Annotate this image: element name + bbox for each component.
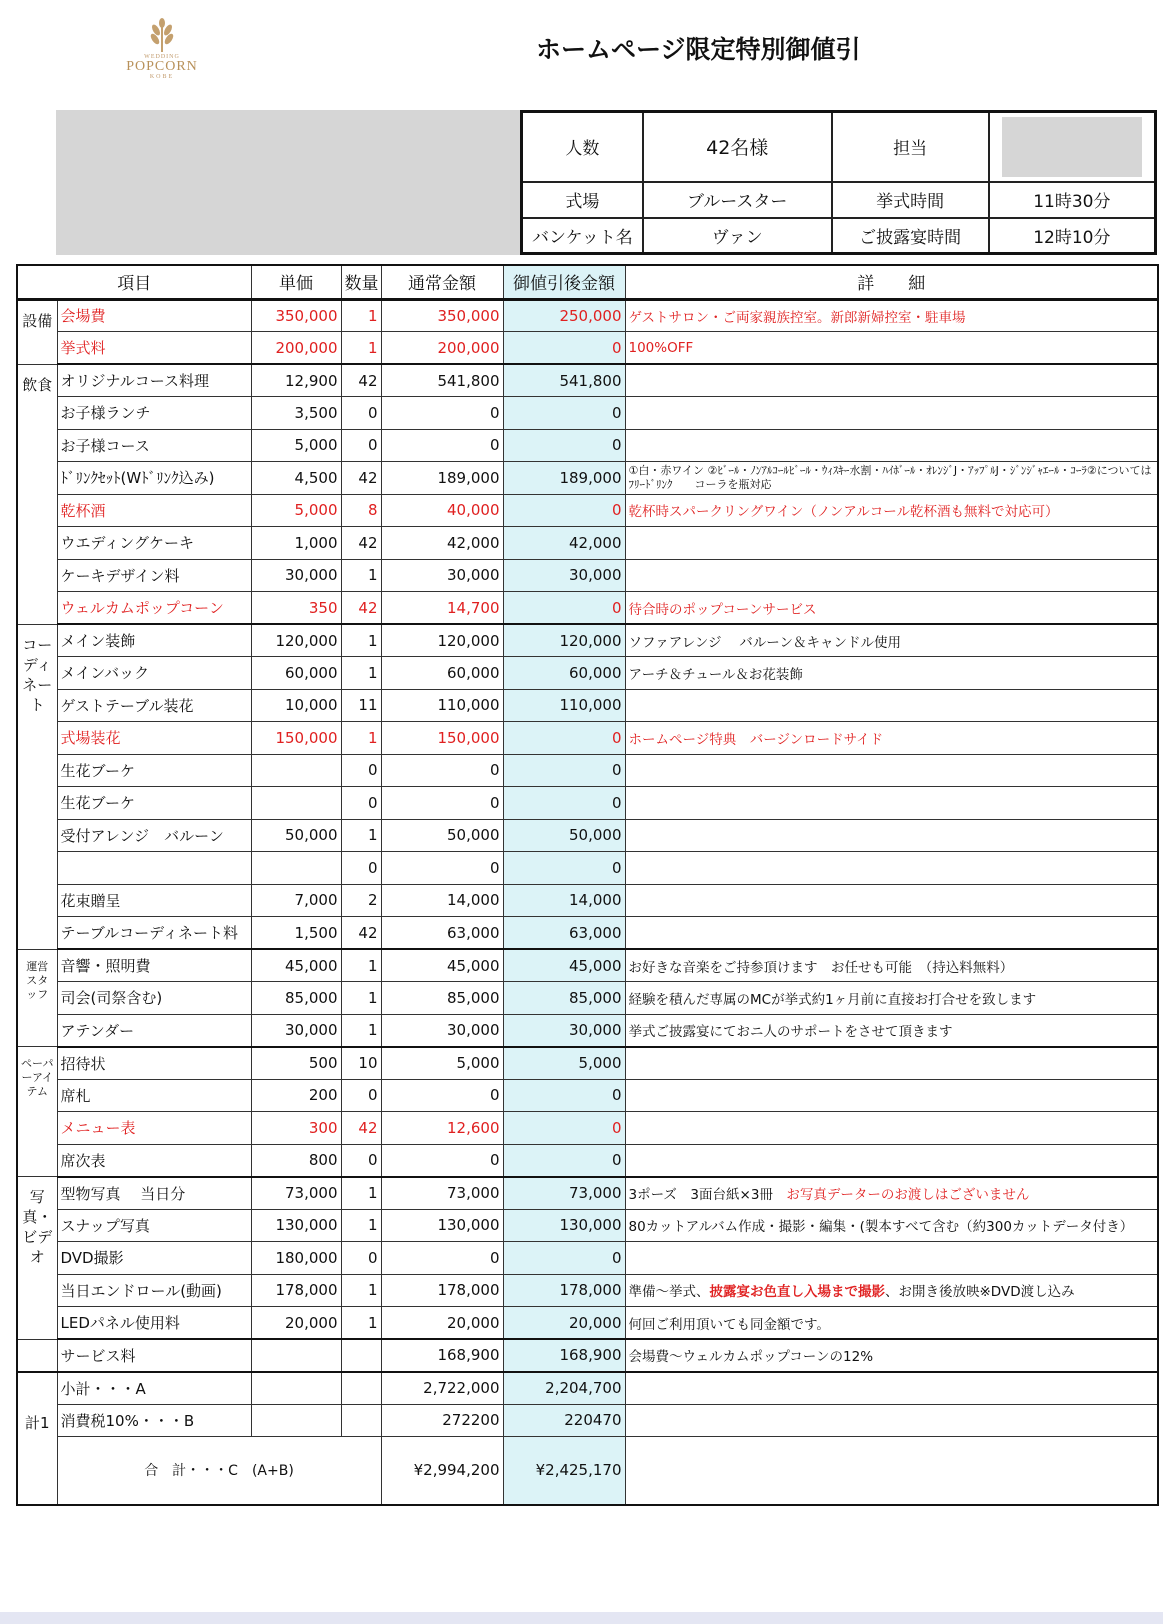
qty: 10 [341, 1047, 381, 1080]
detail-cell [625, 397, 1158, 430]
item-name: 招待状 [57, 1047, 251, 1080]
qty: 1 [341, 982, 381, 1015]
detail-cell [625, 1047, 1158, 1080]
discounted-amount: 85,000 [503, 982, 625, 1015]
unit-price: 30,000 [251, 559, 341, 592]
detail-cell [625, 1177, 1158, 1210]
table-row [17, 787, 1158, 820]
discounted-amount: 541,800 [503, 364, 625, 397]
qty: 1 [341, 1209, 381, 1242]
normal-amount: 168,900 [381, 1339, 503, 1372]
logo-popcorn-text: POPCORN [126, 59, 198, 74]
detail-cell [625, 1144, 1158, 1177]
detail-cell [625, 852, 1158, 885]
unit-price: 5,000 [251, 494, 341, 527]
detail-cell [625, 1242, 1158, 1275]
unit-price: 3,500 [251, 397, 341, 430]
qty [341, 1339, 381, 1372]
detail-cell [625, 917, 1158, 950]
detail-cell [625, 1079, 1158, 1112]
total-category-cell: 計1 [17, 1372, 57, 1505]
table-row [17, 884, 1158, 917]
qty [341, 1372, 381, 1405]
qty: 0 [341, 852, 381, 885]
discounted-amount: 45,000 [503, 949, 625, 982]
item-name: 受付アレンジ バルーン [57, 819, 251, 852]
detail-cell [625, 559, 1158, 592]
item-name: お子様ランチ [57, 397, 251, 430]
qty: 42 [341, 917, 381, 950]
table-row [17, 722, 1158, 755]
unit-price: 4,500 [251, 462, 341, 495]
detail-cell: アーチ＆チュール＆お花装飾 [625, 657, 1158, 690]
subtotal-discounted: 2,204,700 [503, 1372, 625, 1405]
unit-price: 120,000 [251, 624, 341, 657]
discounted-amount: 0 [503, 1242, 625, 1275]
banquet-value: ヴァン [643, 218, 832, 254]
header-row [17, 265, 1158, 299]
table-row [17, 1144, 1158, 1177]
unit-price: 800 [251, 1144, 341, 1177]
popcorn-logo [118, 18, 206, 98]
table-row [17, 1112, 1158, 1145]
item-name: ゲストテーブル装花 [57, 689, 251, 722]
detail-cell: 何回ご利用頂いても同金額です。 [625, 1307, 1158, 1340]
item-name: サービス料 [57, 1339, 251, 1372]
discounted-amount: 120,000 [503, 624, 625, 657]
unit-price: 7,000 [251, 884, 341, 917]
detail-cell: お好きな音楽をご持参頂けます お任せも可能 （持込料無料） [625, 949, 1158, 982]
table-row [17, 559, 1158, 592]
subtotal-label: 小計・・・A [57, 1372, 251, 1405]
category-cell: 運営スタッフ [17, 949, 57, 1047]
normal-amount: 50,000 [381, 819, 503, 852]
normal-amount: 0 [381, 1079, 503, 1112]
qty: 0 [341, 429, 381, 462]
table-row [17, 299, 1158, 332]
discounted-amount: 0 [503, 592, 625, 625]
item-name [57, 852, 251, 885]
detail-text: 準備～挙式、 [628, 1284, 710, 1301]
category-cell: 写真・ビデオ [17, 1177, 57, 1340]
table-row [17, 332, 1158, 365]
normal-amount: 0 [381, 852, 503, 885]
category-cell: ペーパーアイテム [17, 1047, 57, 1177]
qty: 11 [341, 689, 381, 722]
table-row [17, 754, 1158, 787]
guests-value: 42名様 [643, 112, 832, 182]
table-row [17, 429, 1158, 462]
discounted-amount: 0 [503, 397, 625, 430]
table-row [17, 1014, 1158, 1047]
qty: 0 [341, 397, 381, 430]
item-name: 乾杯酒 [57, 494, 251, 527]
discounted-amount: 250,000 [503, 299, 625, 332]
detail-cell [625, 754, 1158, 787]
subtotal-normal: 2,722,000 [381, 1372, 503, 1405]
detail-text-red: 披露宴お色直し入場まで撮影 [709, 1284, 885, 1301]
item-name: メインバック [57, 657, 251, 690]
info-table [520, 110, 1157, 255]
unit-price [251, 1372, 341, 1405]
tax-label: 消費税10%・・・B [57, 1404, 251, 1437]
unit-price: 1,500 [251, 917, 341, 950]
table-row [17, 982, 1158, 1015]
qty: 1 [341, 1274, 381, 1307]
grand-total-label: 合 計・・・C (A+B) [57, 1437, 381, 1505]
wheat-logo-icon [142, 18, 182, 54]
qty: 1 [341, 299, 381, 332]
category-cell [17, 1339, 57, 1372]
unit-price: 10,000 [251, 689, 341, 722]
discounted-amount: 0 [503, 332, 625, 365]
normal-amount: 20,000 [381, 1307, 503, 1340]
staff-value [989, 112, 1156, 182]
reception-time-value: 12時10分 [989, 218, 1156, 254]
detail-cell [625, 689, 1158, 722]
unit-price: 350 [251, 592, 341, 625]
normal-amount: 85,000 [381, 982, 503, 1015]
discounted-amount: 20,000 [503, 1307, 625, 1340]
normal-amount: 63,000 [381, 917, 503, 950]
unit-price: 150,000 [251, 722, 341, 755]
detail-cell: 会場費～ウェルカムポップコーンの12% [625, 1339, 1158, 1372]
item-name: 挙式料 [57, 332, 251, 365]
discounted-amount: 60,000 [503, 657, 625, 690]
item-name: アテンダー [57, 1014, 251, 1047]
unit-price: 500 [251, 1047, 341, 1080]
venue-value: ブルースター [643, 182, 832, 218]
detail-cell [625, 787, 1158, 820]
discounted-amount: 30,000 [503, 559, 625, 592]
table-row [17, 397, 1158, 430]
discounted-amount: 0 [503, 494, 625, 527]
header-detail: 詳 細 [625, 265, 1158, 299]
detail-cell [625, 1404, 1158, 1437]
item-name: 生花ブーケ [57, 754, 251, 787]
table-row [17, 1047, 1158, 1080]
unit-price: 200 [251, 1079, 341, 1112]
unit-price: 45,000 [251, 949, 341, 982]
item-name: LEDパネル使用料 [57, 1307, 251, 1340]
page-title: ホームページ限定特別御値引 [536, 35, 861, 64]
unit-price: 5,000 [251, 429, 341, 462]
tax-row [17, 1404, 1158, 1437]
detail-cell: ゲストサロン・ご両家親族控室。新郎新婦控室・駐車場 [625, 299, 1158, 332]
qty: 1 [341, 1307, 381, 1340]
detail-cell: ①白・赤ワイン ②ﾋﾞｰﾙ・ﾉﾝｱﾙｺｰﾙﾋﾞｰﾙ・ｳｨｽｷｰ水割・ﾊｲﾎﾞｰﾙ・ｵﾚﾝｼﾞJ・ｱｯﾌﾟﾙJ・ｼﾞﾝｼﾞｬｴｰﾙ・ｺｰﾗ②についてはﾌﾘｰﾄﾞﾘﾝｸ コーラを瓶対応 [625, 462, 1158, 495]
unit-price: 30,000 [251, 1014, 341, 1047]
normal-amount: 541,800 [381, 364, 503, 397]
header-item: 項目 [17, 265, 251, 299]
table-row [17, 364, 1158, 397]
discounted-amount: 73,000 [503, 1177, 625, 1210]
qty: 1 [341, 624, 381, 657]
staff-label: 担当 [832, 112, 989, 182]
item-name: DVD撮影 [57, 1242, 251, 1275]
discounted-amount: 189,000 [503, 462, 625, 495]
table-row [17, 1209, 1158, 1242]
item-name: スナップ写真 [57, 1209, 251, 1242]
item-name: お子様コース [57, 429, 251, 462]
detail-cell [625, 1112, 1158, 1145]
qty: 1 [341, 1177, 381, 1210]
logo-kobe-text: KOBE [149, 74, 175, 80]
ceremony-time-value: 11時30分 [989, 182, 1156, 218]
header-normal: 通常金額 [381, 265, 503, 299]
item-name: ウエディングケーキ [57, 527, 251, 560]
table-row [17, 657, 1158, 690]
detail-text: 3ポーズ 3面台紙×3冊 [628, 1187, 787, 1203]
unit-price: 20,000 [251, 1307, 341, 1340]
normal-amount: 350,000 [381, 299, 503, 332]
discounted-amount: 0 [503, 429, 625, 462]
unit-price: 12,900 [251, 364, 341, 397]
normal-amount: 40,000 [381, 494, 503, 527]
unit-price [251, 754, 341, 787]
unit-price [251, 1339, 341, 1372]
item-name: 司会(司祭含む) [57, 982, 251, 1015]
discounted-amount: 5,000 [503, 1047, 625, 1080]
detail-cell [625, 1372, 1158, 1405]
grand-total-normal: ¥2,994,200 [381, 1437, 503, 1505]
service-row [17, 1339, 1158, 1372]
table-row [17, 917, 1158, 950]
qty: 1 [341, 949, 381, 982]
normal-amount: 178,000 [381, 1274, 503, 1307]
qty: 0 [341, 754, 381, 787]
table-row [17, 1274, 1158, 1307]
unit-price [251, 1404, 341, 1437]
detail-cell [625, 527, 1158, 560]
grand-total-discounted: ¥2,425,170 [503, 1437, 625, 1505]
table-row [17, 1307, 1158, 1340]
item-name: ﾄﾞﾘﾝｸｾｯﾄ(Wﾄﾞﾘﾝｸ込み) [57, 462, 251, 495]
empty-cell [625, 1437, 1158, 1505]
bottom-strip [0, 1612, 1163, 1624]
normal-amount: 130,000 [381, 1209, 503, 1242]
discounted-amount: 0 [503, 1079, 625, 1112]
normal-amount: 150,000 [381, 722, 503, 755]
detail-cell [625, 429, 1158, 462]
redacted-staff [1002, 117, 1142, 177]
category-cell: 飲食 [17, 364, 57, 624]
normal-amount: 0 [381, 397, 503, 430]
normal-amount: 200,000 [381, 332, 503, 365]
redacted-block [56, 110, 522, 255]
qty: 42 [341, 462, 381, 495]
guests-label: 人数 [522, 112, 643, 182]
detail-cell [625, 1274, 1158, 1307]
ceremony-time-label: 挙式時間 [832, 182, 989, 218]
discounted-amount: 130,000 [503, 1209, 625, 1242]
qty: 42 [341, 364, 381, 397]
discounted-amount: 178,000 [503, 1274, 625, 1307]
qty: 42 [341, 527, 381, 560]
normal-amount: 110,000 [381, 689, 503, 722]
normal-amount: 189,000 [381, 462, 503, 495]
normal-amount: 0 [381, 429, 503, 462]
unit-price: 73,000 [251, 1177, 341, 1210]
normal-amount: 0 [381, 1242, 503, 1275]
reception-time-label: ご披露宴時間 [832, 218, 989, 254]
discounted-amount: 30,000 [503, 1014, 625, 1047]
qty: 0 [341, 1079, 381, 1112]
table-row [17, 819, 1158, 852]
normal-amount: 73,000 [381, 1177, 503, 1210]
discounted-amount: 110,000 [503, 689, 625, 722]
grand-total-row [17, 1437, 1158, 1505]
discounted-amount: 0 [503, 852, 625, 885]
item-name: 音響・照明費 [57, 949, 251, 982]
estimate-table [16, 264, 1159, 1506]
item-name: 会場費 [57, 299, 251, 332]
detail-text-red: お写真データーのお渡しはございません [786, 1187, 1030, 1203]
banquet-label: バンケット名 [522, 218, 643, 254]
item-name: ウェルカムポップコーン [57, 592, 251, 625]
item-name: 当日エンドロール(動画) [57, 1274, 251, 1307]
item-name: 式場装花 [57, 722, 251, 755]
table-row [17, 1079, 1158, 1112]
logo-wedding-text: WEDDING [144, 54, 180, 60]
table-row [17, 462, 1158, 495]
qty: 0 [341, 787, 381, 820]
qty: 1 [341, 559, 381, 592]
normal-amount: 14,700 [381, 592, 503, 625]
discounted-amount: 168,900 [503, 1339, 625, 1372]
discounted-amount: 0 [503, 754, 625, 787]
discounted-amount: 0 [503, 1112, 625, 1145]
unit-price: 178,000 [251, 1274, 341, 1307]
item-name: 花束贈呈 [57, 884, 251, 917]
qty: 1 [341, 1014, 381, 1047]
detail-cell: 待合時のポップコーンサービス [625, 592, 1158, 625]
detail-cell: 80カットアルバム作成・撮影・編集・(製本すべて含む（約300カットデータ付き） [625, 1209, 1158, 1242]
qty: 1 [341, 722, 381, 755]
item-name: 席次表 [57, 1144, 251, 1177]
normal-amount: 12,600 [381, 1112, 503, 1145]
normal-amount: 45,000 [381, 949, 503, 982]
table-row [17, 1242, 1158, 1275]
detail-cell: 乾杯時スパークリングワイン（ノンアルコール乾杯酒も無料で対応可） [625, 494, 1158, 527]
item-name: テーブルコーディネート料 [57, 917, 251, 950]
normal-amount: 5,000 [381, 1047, 503, 1080]
detail-cell: 挙式ご披露宴にておニ人のサポートをさせて頂きます [625, 1014, 1158, 1047]
item-name: メニュー表 [57, 1112, 251, 1145]
table-row [17, 689, 1158, 722]
item-name: オリジナルコース料理 [57, 364, 251, 397]
qty: 1 [341, 657, 381, 690]
unit-price [251, 852, 341, 885]
item-name: ケーキデザイン料 [57, 559, 251, 592]
header-discounted: 御値引後金額 [503, 265, 625, 299]
table-row [17, 592, 1158, 625]
detail-cell: ソファアレンジ バルーン＆キャンドル使用 [625, 624, 1158, 657]
table-row [17, 527, 1158, 560]
header-qty: 数量 [341, 265, 381, 299]
tax-normal: 272200 [381, 1404, 503, 1437]
item-name: メイン装飾 [57, 624, 251, 657]
unit-price: 60,000 [251, 657, 341, 690]
unit-price: 350,000 [251, 299, 341, 332]
discounted-amount: 0 [503, 787, 625, 820]
qty: 2 [341, 884, 381, 917]
qty: 42 [341, 592, 381, 625]
unit-price: 200,000 [251, 332, 341, 365]
unit-price: 300 [251, 1112, 341, 1145]
detail-cell: 経験を積んだ専属のMCが挙式約1ヶ月前に直接お打合せを致します [625, 982, 1158, 1015]
detail-cell [625, 819, 1158, 852]
qty: 0 [341, 1242, 381, 1275]
item-name: 型物写真 当日分 [57, 1177, 251, 1210]
normal-amount: 30,000 [381, 559, 503, 592]
detail-cell: 100%OFF [625, 332, 1158, 365]
normal-amount: 14,000 [381, 884, 503, 917]
venue-label: 式場 [522, 182, 643, 218]
normal-amount: 30,000 [381, 1014, 503, 1047]
normal-amount: 0 [381, 754, 503, 787]
discounted-amount: 14,000 [503, 884, 625, 917]
normal-amount: 42,000 [381, 527, 503, 560]
unit-price: 180,000 [251, 1242, 341, 1275]
qty: 0 [341, 1144, 381, 1177]
qty [341, 1404, 381, 1437]
detail-text: 、お開き後放映※DVD渡し込み [885, 1284, 1075, 1301]
discounted-amount: 63,000 [503, 917, 625, 950]
detail-cell [625, 364, 1158, 397]
qty: 8 [341, 494, 381, 527]
qty: 42 [341, 1112, 381, 1145]
normal-amount: 0 [381, 787, 503, 820]
table-row [17, 494, 1158, 527]
discounted-amount: 0 [503, 722, 625, 755]
header-unit-price: 単価 [251, 265, 341, 299]
discounted-amount: 0 [503, 1144, 625, 1177]
category-cell: コーディネート [17, 624, 57, 949]
discounted-amount: 50,000 [503, 819, 625, 852]
detail-cell: ホームページ特典 バージンロードサイド [625, 722, 1158, 755]
item-name: 生花ブーケ [57, 787, 251, 820]
table-row [17, 852, 1158, 885]
discounted-amount: 42,000 [503, 527, 625, 560]
detail-cell [625, 884, 1158, 917]
subtotal-row [17, 1372, 1158, 1405]
table-row [17, 624, 1158, 657]
normal-amount: 120,000 [381, 624, 503, 657]
unit-price [251, 787, 341, 820]
qty: 1 [341, 819, 381, 852]
unit-price: 85,000 [251, 982, 341, 1015]
category-cell: 設備 [17, 299, 57, 364]
unit-price: 1,000 [251, 527, 341, 560]
item-name: 席札 [57, 1079, 251, 1112]
table-row [17, 949, 1158, 982]
qty: 1 [341, 332, 381, 365]
unit-price: 130,000 [251, 1209, 341, 1242]
table-row [17, 1177, 1158, 1210]
unit-price: 50,000 [251, 819, 341, 852]
normal-amount: 60,000 [381, 657, 503, 690]
normal-amount: 0 [381, 1144, 503, 1177]
tax-discounted: 220470 [503, 1404, 625, 1437]
